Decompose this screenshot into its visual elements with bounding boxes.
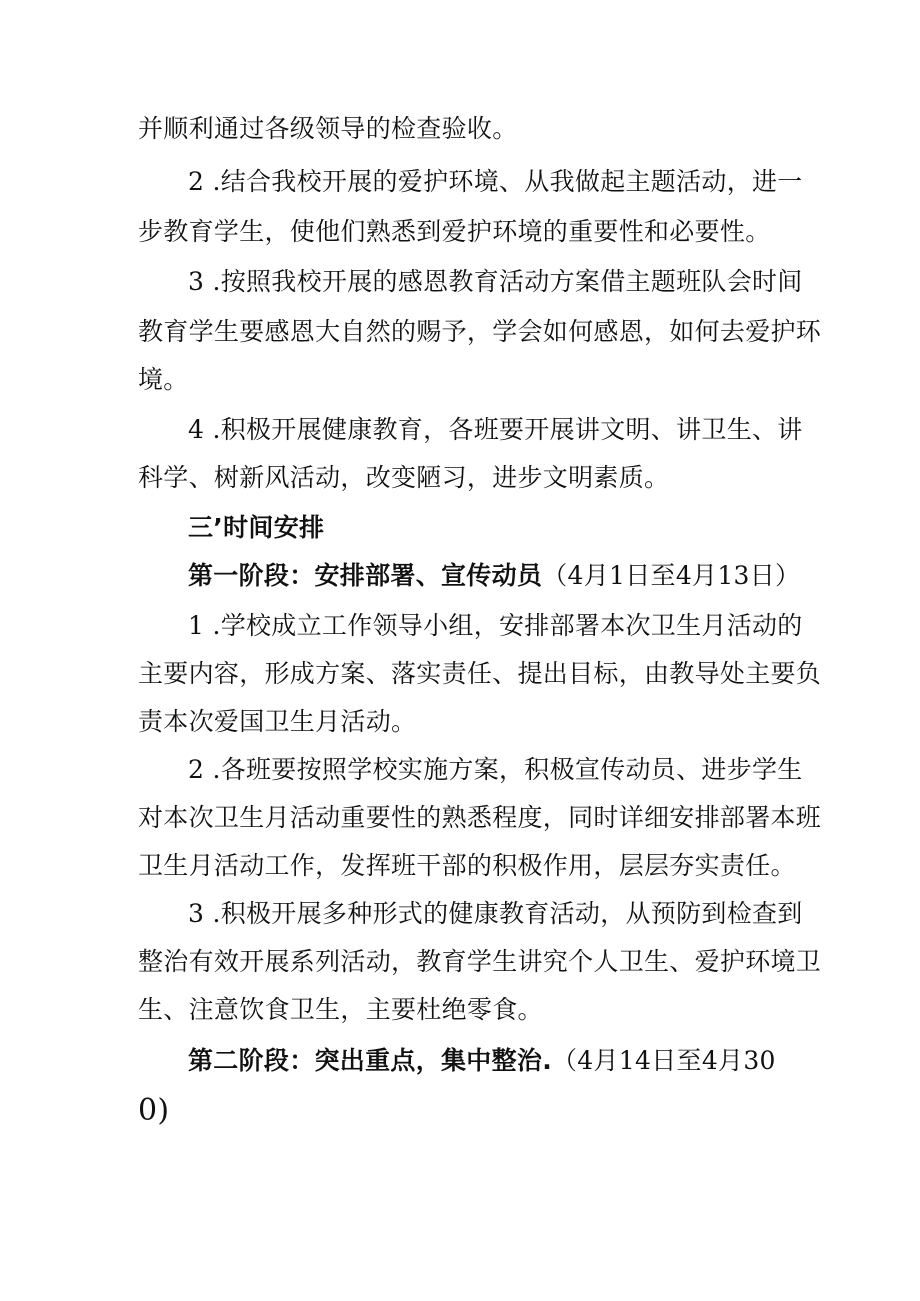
paragraph-line: 境。 xyxy=(138,365,189,394)
stage-date-continuation: 0) xyxy=(138,1093,170,1128)
paragraph-line: 科学、树新风活动，改变陋习，进步文明素质。 xyxy=(138,463,670,492)
paragraph-line: 3 .积极开展多种形式的健康教育活动，从预防到检查到 xyxy=(188,899,803,928)
paragraph-line: 教育学生要感恩大自然的赐予，学会如何感恩，如何去爱护环 xyxy=(138,317,822,346)
paragraph-line: 对本次卫生月活动重要性的熟悉程度，同时详细安排部署本班 xyxy=(138,803,822,832)
stage-title: 第二阶段：突出重点，集中整治. xyxy=(188,1046,552,1075)
paragraph-line: 2 .各班要按照学校实施方案，积极宣传动员、进步学生 xyxy=(188,755,803,784)
stage-heading xyxy=(188,560,801,592)
paragraph-line: 生、注意饮食卫生，主要杜绝零食。 xyxy=(138,995,543,1024)
paragraph-line: 步教育学生，使他们熟悉到爱护环境的重要性和必要性。 xyxy=(138,217,771,246)
paragraph-line: 整治有效开展系列活动，教育学生讲究个人卫生、爱护环境卫 xyxy=(138,947,822,976)
stage-date: （4月1日至4月13日） xyxy=(542,561,801,590)
stage-title: 第一阶段：安排部署、宣传动员 xyxy=(188,561,543,590)
paragraph-line: 卫生月活动工作，发挥班干部的积极作用，层层夯实责任。 xyxy=(138,851,796,880)
paragraph-line: 4 .积极开展健康教育，各班要开展讲文明、讲卫生、讲 xyxy=(188,415,803,444)
stage-date: （4月14日至4月30 xyxy=(552,1046,776,1075)
section-heading: 三’时间安排 xyxy=(188,513,325,542)
paragraph-line: 3 .按照我校开展的感恩教育活动方案借主题班队会时间 xyxy=(188,267,803,296)
paragraph-line: 1 .学校成立工作领导小组，安排部署本次卫生月活动的 xyxy=(188,611,803,640)
paragraph-line: 责本次爱国卫生月活动。 xyxy=(138,707,417,736)
stage-heading xyxy=(188,1045,798,1077)
paragraph-line: 并顺利通过各级领导的检查验收。 xyxy=(138,114,518,143)
paragraph-line: 2 .结合我校开展的爱护环境、从我做起主题活动，进一 xyxy=(188,167,803,196)
paragraph-line: 主要内容，形成方案、落实责任、提出目标，由教导处主要负 xyxy=(138,659,822,688)
